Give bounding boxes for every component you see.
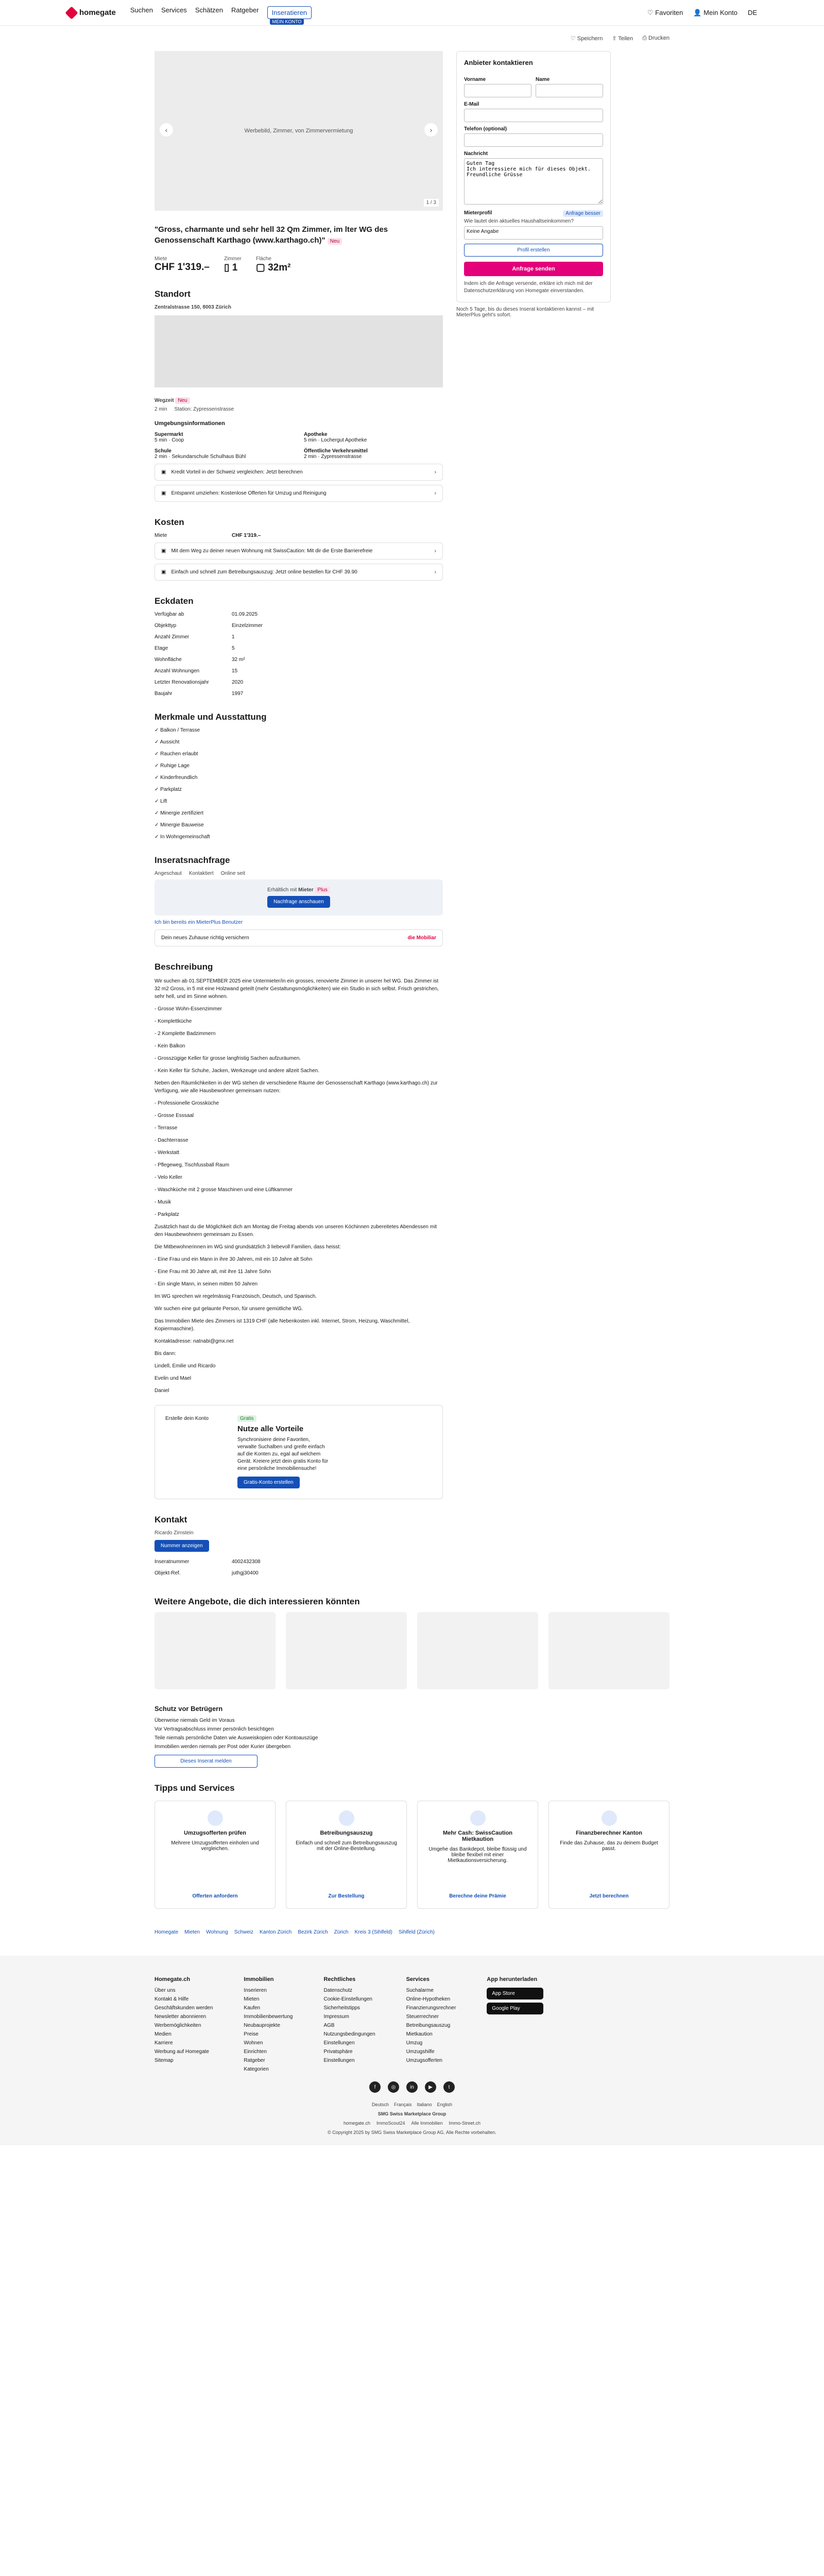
phone-input[interactable] bbox=[464, 133, 603, 147]
app-download bbox=[487, 1976, 543, 2072]
share-button[interactable]: ⇪ Teilen bbox=[612, 36, 633, 42]
description-paragraph: Im WG sprechen wir regelmässig Französisch, Deutsch, und Spanisch. bbox=[154, 1294, 317, 1299]
walk-time: 2 min bbox=[154, 406, 167, 412]
language-link[interactable]: Italiano bbox=[417, 2102, 432, 2107]
key-facts: Miete CHF 1'319.– Zimmer ▯ 1 Fläche ▢ 32m² bbox=[154, 256, 291, 273]
calc-icon: ▣ bbox=[161, 469, 166, 475]
footer-link[interactable]: Neubauprojekte bbox=[244, 2023, 281, 2028]
gallery-counter: 1 / 3 bbox=[424, 199, 439, 207]
description-paragraph: - 2 Komplette Badzimmern bbox=[154, 1031, 216, 1037]
description-paragraph: - Eine Frau mit 30 Jahre alt, mit ihre 11 Jahre Sohn bbox=[154, 1269, 271, 1275]
footer-link[interactable]: Einrichten bbox=[244, 2049, 267, 2055]
footer-link[interactable]: Impressum bbox=[323, 2014, 349, 2020]
footer-column-title: Homegate.ch bbox=[154, 1976, 191, 1982]
footer-column bbox=[154, 1976, 213, 2072]
umgebung-heading: Umgebungsinformationen bbox=[154, 420, 225, 427]
tab-online-seit[interactable]: Online seit bbox=[220, 871, 245, 876]
tipps-heading: Tipps und Services bbox=[154, 1783, 235, 1793]
breadcrumb-item[interactable]: Bezirk Zürich bbox=[298, 1929, 328, 1935]
store-badge[interactable]: App Store bbox=[487, 1988, 543, 1999]
description-paragraph: - Velo Keller bbox=[154, 1175, 182, 1180]
breadcrumb-item[interactable]: Sihlfeld (Zürich) bbox=[398, 1929, 435, 1935]
footer-link[interactable]: Mieten bbox=[244, 1996, 260, 2002]
description-paragraph: - Eine Frau und ein Mann in ihre 30 Jahren, mit ein 10 Jahre alt Sohn bbox=[154, 1257, 313, 1262]
footer-link[interactable]: Online-Hypotheken bbox=[406, 1996, 451, 2002]
footer-column-title: Services bbox=[406, 1976, 430, 1982]
footer-column-title: Immobilien bbox=[244, 1976, 274, 1982]
report-listing-button[interactable]: Dieses Inserat melden bbox=[154, 1755, 258, 1768]
footer-link[interactable]: Über uns bbox=[154, 1988, 176, 1993]
nav-services[interactable]: Services bbox=[161, 6, 187, 14]
income-select[interactable]: Keine Angabe bbox=[464, 226, 603, 240]
social-icon[interactable]: f bbox=[369, 2081, 381, 2093]
doc-icon bbox=[339, 1810, 354, 1826]
footer-link[interactable]: Karriere bbox=[154, 2040, 173, 2046]
area-value: ▢ 32m² bbox=[255, 262, 291, 273]
calculator-icon bbox=[602, 1810, 617, 1826]
rooms-value: ▯ 1 bbox=[224, 262, 238, 273]
footer-column bbox=[323, 1976, 375, 2072]
doc-icon: ▣ bbox=[161, 569, 166, 575]
feature-item: ✓ Balkon / Terrasse bbox=[154, 727, 200, 733]
betreibung-card[interactable]: ▣ Einfach und schnell zum Betreibungsauszug: Jetzt online bestellen für CHF 39.90 › bbox=[154, 564, 443, 581]
truck-icon bbox=[208, 1810, 223, 1826]
footer-link[interactable]: Umzug bbox=[406, 2040, 423, 2046]
nav-inseratieren[interactable]: Inseratieren MEIN KONTO bbox=[267, 6, 312, 19]
footer-link[interactable]: Newsletter abonnieren bbox=[154, 2014, 207, 2020]
description-paragraph: - Dachterrasse bbox=[154, 1138, 188, 1143]
email-input[interactable] bbox=[464, 109, 603, 122]
language-link[interactable]: English bbox=[437, 2102, 453, 2107]
save-button[interactable]: ♡ Speichern bbox=[570, 36, 603, 42]
group-link[interactable]: ImmoScout24 bbox=[376, 2121, 405, 2126]
credit-card[interactable]: ▣ Kredit Vorteil in der Schweiz vergleichen: Jetzt berechnen › bbox=[154, 464, 443, 481]
breadcrumb-item[interactable]: Homegate bbox=[154, 1929, 179, 1935]
description-paragraph: Lindell, Emilie und Ricardo bbox=[154, 1363, 216, 1369]
social-icon[interactable]: t bbox=[443, 2081, 455, 2093]
feature-item: ✓ Parkplatz bbox=[154, 787, 182, 792]
footer-link[interactable]: Steuerrechner bbox=[406, 2014, 439, 2020]
listing-title: "Gross, charmante und sehr hell 32 Qm Zimmer, im lter WG des Genossenschaft Karthago (www.karthago.ch)" Neu bbox=[154, 225, 388, 245]
description-paragraph: - Komplettküche bbox=[154, 1019, 192, 1024]
nachfrage-tabs bbox=[154, 871, 443, 876]
feature-item: ✓ Lift bbox=[154, 799, 167, 804]
nachfrage-heading: Inseratsnachfrage bbox=[154, 855, 230, 865]
chevron-right-icon[interactable]: › bbox=[424, 123, 438, 137]
footer-link[interactable]: Einstellungen bbox=[323, 2058, 355, 2063]
listing-actions bbox=[154, 26, 670, 51]
footer-link[interactable]: Werbung auf Homegate bbox=[154, 2049, 209, 2055]
create-profile-button[interactable]: Profil erstellen bbox=[464, 244, 603, 257]
station: Station: Zypressenstrasse bbox=[174, 406, 234, 412]
address: Zentralstrasse 150, 8003 Zürich bbox=[154, 304, 231, 310]
footer-link[interactable]: Umzugshilfe bbox=[406, 2049, 435, 2055]
social-icon[interactable]: in bbox=[406, 2081, 418, 2093]
description-paragraph: - Ein single Mann, in seinen mitten 50 Jahren bbox=[154, 1281, 258, 1287]
footer-link[interactable]: Geschäftskunden werden bbox=[154, 2005, 213, 2011]
firstname-input[interactable] bbox=[464, 84, 531, 97]
language-link[interactable]: Français bbox=[393, 2102, 412, 2107]
footer-link[interactable]: Einstellungen bbox=[323, 2040, 355, 2046]
footer-link[interactable]: Ratgeber bbox=[244, 2058, 265, 2063]
footer-link[interactable]: Finanzierungsrechner bbox=[406, 2005, 456, 2011]
shield-icon bbox=[470, 1810, 486, 1826]
description-paragraph: - Pflegeweg, Tischfussball Raum bbox=[154, 1162, 230, 1168]
breadcrumb-item[interactable]: Schweiz bbox=[234, 1929, 254, 1935]
fraud-tips: Überweise niemals Geld im Voraus Vor Vertragsabschluss immer persönlich besichtigen Teile niemals persönliche Daten wie Ausweiskopien oder Kontoauszüge Immobilien werden niemals per Post oder Kurier übergeben bbox=[154, 1718, 318, 1750]
kontakt-heading: Kontakt bbox=[154, 1515, 187, 1524]
show-number-button[interactable]: Nummer anzeigen bbox=[154, 1540, 209, 1552]
footer: Homegate.ch Über uns Kontakt & Hilfe Geschäftskunden werden Newsletter abonnieren Werbemöglichkeiten Medien Karriere Werbung auf Homegate Sitemap Immobilien Inserieren Mieten Kaufen Immobilienbewertung Neubauprojekte Preise Wohnen Einrichten Ratgeber Kategorien Rechtliches Datenschutz Cookie-Einstellungen Sicherheitstipps Impressum AGB Nutzungsbedingungen Einstellungen Privatsphäre Einstellungen Services Suchalarme Online-Hypotheken Finanzierungsrechner Steuerrechner Betreibungsauszug Mietkaution Umzug Umzugshilfe Umzugsofferten App herunterladen App Store Google Play f ◎ in ▶ t Deutsch Français Italiano English SMG Swiss Marketplace Group homegate.ch ImmoScout24 Alle Immobilien Immo-Street.ch © Copyright 2025 by SMG Swiss Marketplace Group AG. Alle Rechte vorbehalten. bbox=[0, 1956, 824, 2145]
weitere-heading: Weitere Angebote, die dich interessieren könnten bbox=[154, 1597, 360, 1606]
description-paragraph: Das Immobilien Miete des Zimmers ist 1319 CHF (alle Nebenkosten inkl. Internet, Strom, Heizung, Waschmittel, Kopiermaschine). bbox=[154, 1318, 410, 1332]
group-link[interactable]: homegate.ch bbox=[343, 2121, 370, 2126]
standort-heading: Standort bbox=[154, 289, 191, 299]
description bbox=[154, 977, 443, 1395]
footer-link[interactable]: AGB bbox=[323, 2023, 335, 2028]
tab-angeschaut[interactable]: Angeschaut bbox=[154, 871, 182, 876]
offer-card[interactable] bbox=[417, 1612, 538, 1689]
lastname-input[interactable] bbox=[536, 84, 603, 97]
message-input[interactable] bbox=[464, 158, 603, 205]
description-paragraph: - Werkstatt bbox=[154, 1150, 180, 1156]
feature-item: ✓ Minergie Bauweise bbox=[154, 822, 204, 828]
description-paragraph: - Kein Keller für Schuhe, Jacken, Werkzeuge und andere allzeit Sachen. bbox=[154, 1068, 319, 1074]
shield-icon: ▣ bbox=[161, 548, 166, 554]
nachfrage-paywall: Erhältlich mit Mieter Plus Nachfrage anschauen bbox=[154, 879, 443, 916]
create-account-button[interactable]: Gratis-Konto erstellen bbox=[237, 1477, 300, 1488]
description-paragraph: Zusätzlich hast du die Möglichkeit dich am Montag die Freitag abends von unseren Köchinnen zubereitetes Abendessen mit den Hausbewohnern gemeinsam zu Essen. bbox=[154, 1224, 437, 1238]
contact-name: Ricardo Zirnstein bbox=[154, 1530, 194, 1536]
merkmale-heading: Merkmale und Ausstattung bbox=[154, 712, 267, 722]
footer-column-title: Rechtliches bbox=[323, 1976, 356, 1982]
tab-kontaktiert[interactable]: Kontaktiert bbox=[188, 871, 214, 876]
breadcrumb-item[interactable]: Wohnung bbox=[206, 1929, 228, 1935]
move-card[interactable]: ▣ Entspannt umziehen: Kostenlose Offerten für Umzug und Reinigung › bbox=[154, 485, 443, 502]
description-paragraph: - Parkplatz bbox=[154, 1212, 179, 1217]
rent-value: CHF 1'319.– bbox=[154, 262, 210, 273]
language-link[interactable]: Deutsch bbox=[371, 2102, 389, 2107]
social-icon[interactable]: ▶ bbox=[425, 2081, 436, 2093]
footer-link[interactable]: Inserieren bbox=[244, 1988, 267, 1993]
insurance-card[interactable]: Dein neues Zuhause richtig versichern die Mobiliar bbox=[154, 929, 443, 946]
new-badge: Neu bbox=[328, 238, 342, 245]
service-card[interactable]: Finanzberechner Kanton Finde das Zuhause, das zu deinem Budget passt. Jetzt berechnen bbox=[548, 1801, 670, 1909]
eckdaten-heading: Eckdaten bbox=[154, 596, 194, 606]
description-paragraph: Neben den Räumlichkeiten in der WG stehen dir verschiedene Räume der Genossenschaft Karthago (www.karthago.ch) zur Verfügung, wie alle Hausbewohner gemeinsam nutzen: bbox=[154, 1080, 438, 1094]
description-paragraph: - Waschküche mit 2 grosse Maschinen und eine Lüftkammer bbox=[154, 1187, 293, 1193]
feature-item: ✓ Rauchen erlaubt bbox=[154, 751, 198, 757]
favorites-link[interactable]: ♡ Favoriten bbox=[647, 8, 683, 16]
contact-form: Anbieter kontaktieren Vorname Name E-Mail Telefon (optional) Nachricht Guten Tag Ich interessiere mich für dieses Objekt. Freundliche Grüsse Mieterprofil Anfrage besser Wie lautet dein aktuelles Haushaltseinkommen? Keine Angabe Profil erstellen Anfrage senden Indem ich die Anfrage versende, erkläre ich mich mit der Datenschutzerklärung von Homegate einverstanden. bbox=[456, 51, 611, 302]
footer-link[interactable]: Preise bbox=[244, 2031, 259, 2037]
footer-link[interactable]: Kaufen bbox=[244, 2005, 261, 2011]
service-card[interactable]: Betreibungsauszug Einfach und schnell zum Betreibungsauszug mit der Online-Bestellung. Zur Bestellung bbox=[286, 1801, 407, 1909]
feature-item: ✓ In Wohngemeinschaft bbox=[154, 834, 210, 840]
feature-item: ✓ Ruhige Lage bbox=[154, 763, 190, 769]
door-icon: ▯ bbox=[224, 262, 230, 273]
social-icon[interactable]: ◎ bbox=[388, 2081, 399, 2093]
description-paragraph: - Musik bbox=[154, 1199, 171, 1205]
feature-item: ✓ Minergie zertifiziert bbox=[154, 810, 204, 816]
feature-item: ✓ Aussicht bbox=[154, 739, 180, 745]
header bbox=[0, 0, 824, 26]
group-link[interactable]: Immo-Street.ch bbox=[449, 2121, 481, 2126]
footer-link[interactable]: Umzugsofferten bbox=[406, 2058, 442, 2063]
footer-link[interactable]: Kontakt & Hilfe bbox=[154, 1996, 189, 2002]
description-paragraph: - Terrasse bbox=[154, 1125, 178, 1131]
footer-column bbox=[244, 1976, 293, 2072]
footer-link[interactable]: Kategorien bbox=[244, 2066, 269, 2072]
map[interactable] bbox=[154, 315, 443, 387]
description-paragraph: Wir suchen eine gut gelaunte Person, für unsere gemütliche WG. bbox=[154, 1306, 303, 1312]
service-card[interactable]: Mehr Cash: SwissCaution Mietkaution Umgehe das Bankdepot, bleibe flüssig und bleibe flexibel mit einer Mietkautionsversicherung. Berechne deine Prämie bbox=[417, 1801, 538, 1909]
description-paragraph: - Kein Balkon bbox=[154, 1043, 185, 1049]
service-card[interactable]: Umzugsofferten prüfen Mehrere Umzugsofferten einholen und vergleichen. Offerten anfordern bbox=[154, 1801, 276, 1909]
service-cards bbox=[154, 1801, 670, 1909]
footer-link[interactable]: Sicherheitstipps bbox=[323, 2005, 360, 2011]
gallery-image-alt: Werbebild, Zimmer, von Zimmervermietung bbox=[244, 128, 353, 134]
account-promo: Erstelle dein Konto Gratis Nutze alle Vorteile Synchronisiere deine Favoriten, verwalte Suchalben und greife einfach auf die Konten zu, egal auf welchem Gerät. Kreiere jetzt dein gratis Konto für eine persönliche Immobiliensuche! Gratis-Konto erstellen bbox=[154, 1405, 443, 1499]
beschreibung-heading: Beschreibung bbox=[154, 962, 213, 972]
surroundings: Supermarkt 5 min · Coop Apotheke 5 min · Lochergut Apotheke Schule 2 min · Sekundarschule Schulhaus Bühl Öffentliche Verkehrsmittel 2 min · Zypressenstrasse bbox=[154, 432, 368, 460]
chevron-left-icon[interactable]: ‹ bbox=[160, 123, 173, 137]
social-links bbox=[0, 2081, 824, 2093]
chevron-right-icon: › bbox=[434, 490, 436, 496]
feature-item: ✓ Kinderfreundlich bbox=[154, 775, 198, 781]
breadcrumb-item[interactable]: Mieten bbox=[184, 1929, 200, 1935]
footer-link[interactable]: Immobilienbewertung bbox=[244, 2014, 293, 2020]
description-paragraph: - Professionelle Grossküche bbox=[154, 1100, 219, 1106]
logo-icon bbox=[65, 6, 78, 19]
feature-list bbox=[154, 727, 443, 840]
description-paragraph: - Grosse Wohn-Essenzimmer bbox=[154, 1006, 222, 1012]
description-paragraph: Wir suchen ab 01.SEPTEMBER 2025 eine Untermieter/in ein grosses, renovierte Zimmer in unserer hel WG. Das Zimmer ist 32 m2 Gross, in 5 mit eine Holzwand geteilt (mehr Gestaltungsmöglichkeiten) wie ein Studio in sich selbst. Frisch gestrichen, sehr hell, und im Sinne wohnen. bbox=[154, 978, 439, 999]
footer-column bbox=[406, 1976, 456, 2072]
kosten-heading: Kosten bbox=[154, 517, 184, 527]
nav-schaetzen[interactable]: Schätzen bbox=[195, 6, 224, 14]
wegzeit: Wegzeit Neu bbox=[154, 398, 443, 403]
footer-link[interactable]: Suchalarme bbox=[406, 1988, 434, 1993]
print-button[interactable]: ⎙ Drucken bbox=[642, 35, 670, 41]
eckdaten-table: Verfügbar ab 01.09.2025 Objekttyp Einzelzimmer Anzahl Zimmer 1 Etage 5 Wohnfläche 32 m² Anzahl Wohnungen 15 Letzter Renovationsjahr 2020 Baujahr 1997 bbox=[154, 612, 263, 697]
breadcrumb-item[interactable]: Zürich bbox=[334, 1929, 349, 1935]
offer-card[interactable] bbox=[548, 1612, 670, 1689]
description-paragraph: Die Mitbewohnerinnen im WG sind grundsätzlich 3 liebevoll Familien, dass heisst: bbox=[154, 1244, 341, 1250]
nav-suchen[interactable]: Suchen bbox=[130, 6, 153, 14]
chevron-right-icon: › bbox=[434, 469, 436, 475]
nachfrage-button[interactable]: Nachfrage anschauen bbox=[267, 896, 330, 908]
breadcrumb bbox=[154, 1929, 670, 1935]
main-nav bbox=[130, 6, 312, 24]
offer-card[interactable] bbox=[154, 1612, 276, 1689]
app-title: App herunterladen bbox=[487, 1976, 538, 1982]
footer-link[interactable]: Cookie-Einstellungen bbox=[323, 1996, 372, 2002]
schutz-heading: Schutz vor Betrügern bbox=[154, 1705, 223, 1713]
nav-ratgeber[interactable]: Ratgeber bbox=[231, 6, 259, 14]
account-link[interactable]: 👤 Mein Konto bbox=[693, 8, 737, 16]
description-paragraph: Bis dann: bbox=[154, 1351, 176, 1357]
breadcrumb-item[interactable]: Kanton Zürich bbox=[260, 1929, 292, 1935]
footer-link[interactable]: Datenschutz bbox=[323, 1988, 353, 1993]
footer-link[interactable]: Medien bbox=[154, 2031, 171, 2037]
language-links bbox=[0, 2102, 824, 2107]
footer-link[interactable]: Nutzungsbedingungen bbox=[323, 2031, 375, 2037]
footer-link[interactable]: Mietkaution bbox=[406, 2031, 433, 2037]
offer-card[interactable] bbox=[286, 1612, 407, 1689]
language-select[interactable]: DE bbox=[747, 9, 757, 16]
footer-link[interactable]: Wohnen bbox=[244, 2040, 263, 2046]
area-icon: ▢ bbox=[255, 262, 265, 273]
store-badge[interactable]: Google Play bbox=[487, 2003, 543, 2014]
footer-link[interactable]: Sitemap bbox=[154, 2058, 174, 2063]
breadcrumb-item[interactable]: Kreis 3 (Sihlfeld) bbox=[354, 1929, 392, 1935]
brand-logo[interactable]: homegate bbox=[67, 8, 116, 18]
group-link[interactable]: Alle Immobilien bbox=[411, 2121, 443, 2126]
description-paragraph: Evelin und Mael bbox=[154, 1376, 192, 1381]
description-paragraph: Daniel bbox=[154, 1388, 169, 1394]
caution-card[interactable]: ▣ Mit dem Weg zu deiner neuen Wohnung mit SwissCaution: Mit dir die Erste Barrierefreie › bbox=[154, 543, 443, 560]
description-paragraph: - Grosszügige Keller für grosse langfristig Sachen aufzuräumen. bbox=[154, 1056, 301, 1061]
footer-link[interactable]: Privatsphäre bbox=[323, 2049, 353, 2055]
footer-link[interactable]: Betreibungsauszug bbox=[406, 2023, 451, 2028]
mobiliar-logo: die Mobiliar bbox=[407, 935, 436, 941]
description-paragraph: Kontaktadresse: natnabi@gmx.net bbox=[154, 1338, 234, 1344]
nav-badge: MEIN KONTO bbox=[270, 19, 304, 25]
image-gallery[interactable] bbox=[154, 51, 443, 211]
truck-icon: ▣ bbox=[161, 490, 166, 496]
description-paragraph: - Grosse Esssaal bbox=[154, 1113, 194, 1118]
related-offers bbox=[154, 1612, 670, 1689]
mieterplus-link[interactable]: Ich bin bereits ein MieterPlus Benutzer bbox=[154, 920, 243, 925]
footer-link[interactable]: Werbemöglichkeiten bbox=[154, 2023, 201, 2028]
send-request-button[interactable]: Anfrage senden bbox=[464, 262, 603, 276]
